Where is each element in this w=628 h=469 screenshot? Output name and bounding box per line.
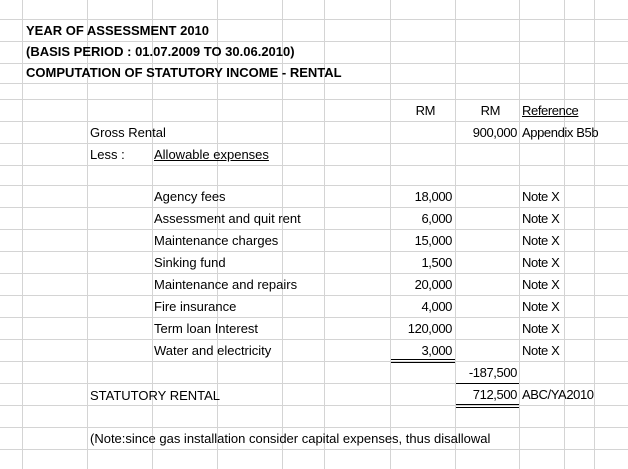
column-header-rm-2: RM [480,103,500,118]
expenses-total-rule-top [391,359,455,360]
expense-label: Term loan Interest [154,321,259,336]
gross-rental-reference: Appendix B5b [522,125,599,140]
less-label: Less : [90,147,125,162]
column-header-reference: Reference [522,103,579,118]
allowable-expenses-heading: Allowable expenses [154,147,269,162]
title-computation: COMPUTATION OF STATUTORY INCOME - RENTAL [26,65,342,80]
expense-label: Maintenance charges [154,233,279,248]
expense-label: Fire insurance [154,299,237,314]
expense-amount: 1,500 [421,255,452,270]
gross-rental-amount: 900,000 [472,125,517,140]
expense-label: Water and electricity [154,343,272,358]
expense-note: Note X [522,299,560,314]
expense-note: Note X [522,321,560,336]
expense-amount: 6,000 [421,211,452,226]
statutory-rental-amount: 712,500 [472,387,517,402]
expense-amount: 18,000 [414,189,452,204]
expense-label: Agency fees [154,189,226,204]
statutory-rental-reference: ABC/YA2010 [522,387,594,402]
expense-note: Note X [522,343,560,358]
expense-note: Note X [522,233,560,248]
expense-amount: 3,000 [421,343,452,358]
column-header-rm-1: RM [415,103,435,118]
expense-amount: 120,000 [407,321,452,336]
expense-note: Note X [522,255,560,270]
expense-amount: 20,000 [414,277,452,292]
expense-note: Note X [522,211,560,226]
expense-amount: 15,000 [414,233,452,248]
expense-label: Maintenance and repairs [154,277,298,292]
statutory-rental-rule-bottom [456,407,519,408]
title-basis-period: (BASIS PERIOD : 01.07.2009 TO 30.06.2010) [26,44,295,59]
expense-label: Sinking fund [154,255,226,270]
expense-note: Note X [522,277,560,292]
gross-rental-label: Gross Rental [90,125,166,140]
statutory-rental-label: STATUTORY RENTAL [90,388,221,403]
expense-amount: 4,000 [421,299,452,314]
title-year-of-assessment: YEAR OF ASSESSMENT 2010 [26,23,210,38]
statutory-rental-rule-top [456,404,519,405]
expenses-total-rule-bottom [391,362,455,363]
total-expenses-amount: -187,500 [468,365,517,380]
footnote-gas-installation: (Note:since gas installation consider capital expenses, thus disallowal [90,431,491,446]
expense-note: Note X [522,189,560,204]
expense-label: Assessment and quit rent [154,211,301,226]
